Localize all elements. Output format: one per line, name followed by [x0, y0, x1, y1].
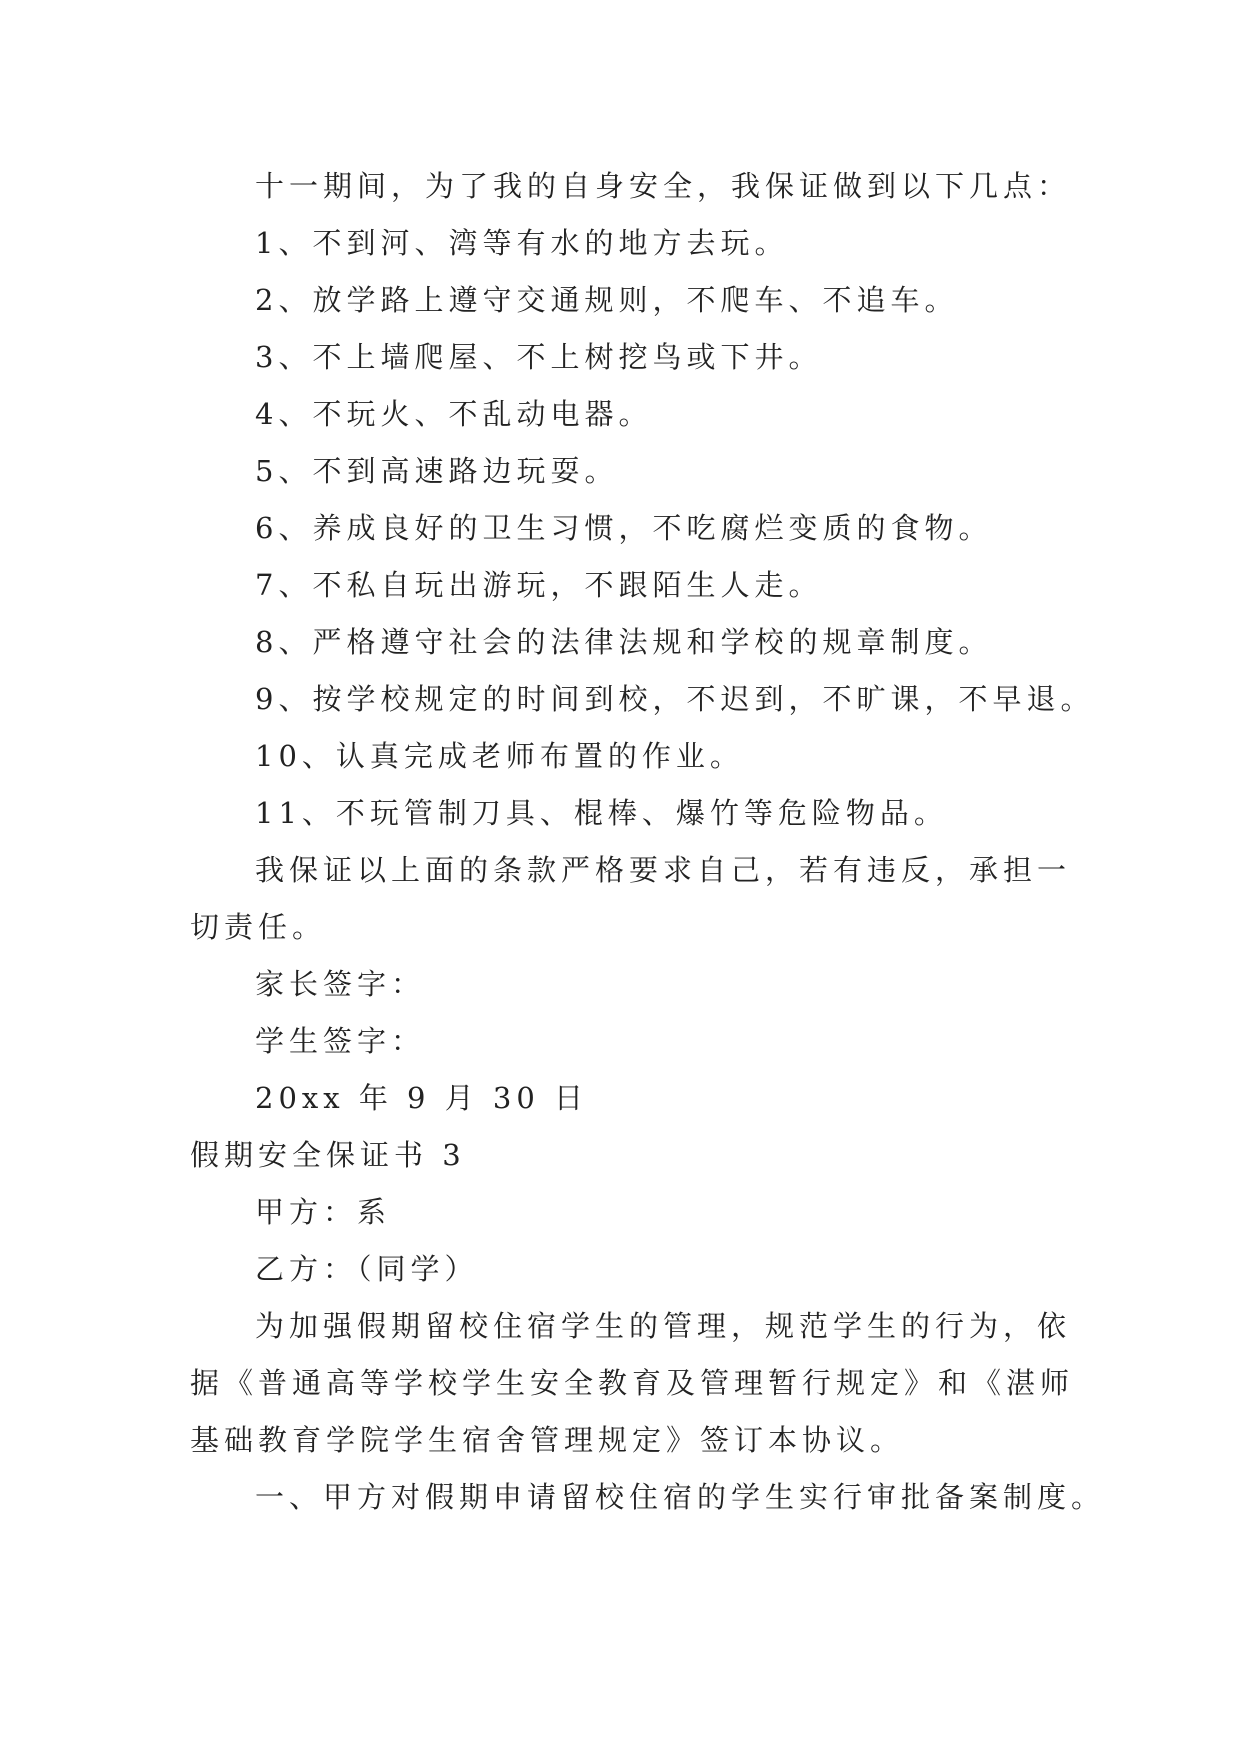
date-line: 20xx 年 9 月 30 日 — [255, 1081, 589, 1115]
clause-line: 一、甲方对假期申请留校住宿的学生实行审批备案制度。 — [255, 1480, 1106, 1514]
party-b-line: 乙方：（同学） — [255, 1252, 479, 1286]
party-a-line: 甲方：系 — [255, 1195, 392, 1229]
paragraph-line: 据《普通高等学校学生安全教育及管理暂行规定》和《湛师 — [190, 1366, 1075, 1400]
list-item: 6、养成良好的卫生习惯，不吃腐烂变质的食物。 — [255, 511, 993, 545]
list-item: 9、按学校规定的时间到校，不迟到，不旷课，不早退。 — [255, 682, 1095, 716]
list-item: 4、不玩火、不乱动电器。 — [255, 397, 653, 431]
list-item: 2、放学路上遵守交通规则，不爬车、不追车。 — [255, 283, 959, 317]
parent-signature-label: 家长签字： — [255, 967, 426, 1001]
list-item: 5、不到高速路边玩耍。 — [255, 454, 619, 488]
paragraph-line: 基础教育学院学生宿舍管理规定》签订本协议。 — [190, 1423, 905, 1457]
paragraph-line: 为加强假期留校住宿学生的管理，规范学生的行为，依 — [255, 1309, 1072, 1343]
section-title: 假期安全保证书 3 — [190, 1138, 466, 1172]
list-item: 3、不上墙爬屋、不上树挖鸟或下井。 — [255, 340, 823, 374]
promise-text-continued: 切责任。 — [190, 910, 327, 944]
list-item: 7、不私自玩出游玩，不跟陌生人走。 — [255, 568, 823, 602]
intro-line: 十一期间，为了我的自身安全，我保证做到以下几点： — [255, 169, 1072, 203]
list-item: 10、认真完成老师布置的作业。 — [255, 739, 744, 773]
list-item: 1、不到河、湾等有水的地方去玩。 — [255, 226, 789, 260]
list-item: 8、严格遵守社会的法律法规和学校的规章制度。 — [255, 625, 993, 659]
promise-text: 我保证以上面的条款严格要求自己，若有违反，承担一 — [255, 853, 1072, 887]
list-item: 11、不玩管制刀具、棍棒、爆竹等危险物品。 — [255, 796, 948, 830]
student-signature-label: 学生签字： — [255, 1024, 426, 1058]
